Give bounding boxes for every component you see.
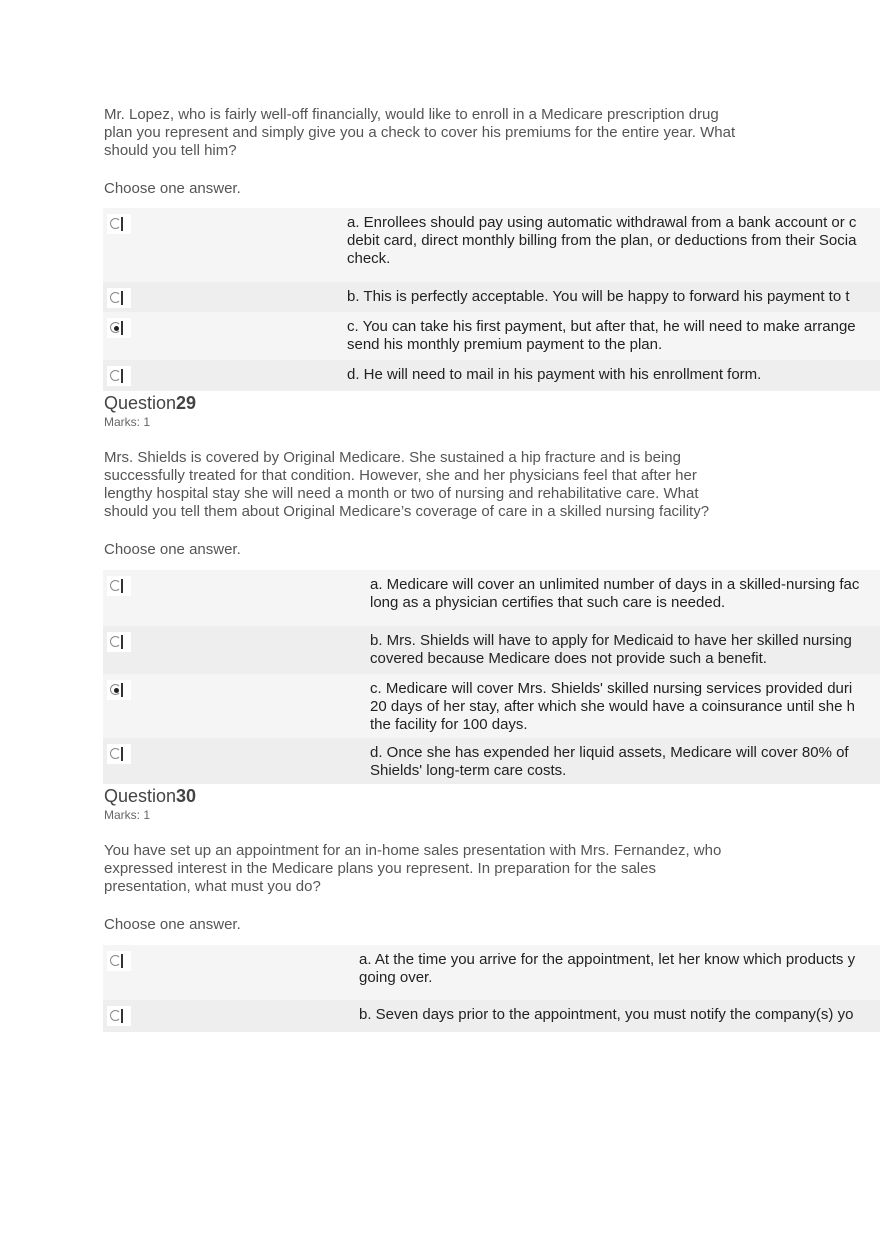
answer-option[interactable]: [103, 570, 880, 626]
answer-text-line: check.: [347, 250, 391, 267]
radio-bar: [121, 291, 123, 305]
radio-unselected-icon[interactable]: [107, 951, 131, 971]
answer-option[interactable]: [103, 626, 880, 674]
question-text-line: plan you represent and simply give you a check to cover his premiums for the entire year. What: [104, 124, 736, 141]
radio-bar: [121, 579, 123, 593]
radio-bar: [121, 683, 123, 697]
question-text-line: successfully treated for that condition. However, she and her physicians feel that after her: [104, 467, 697, 484]
answer-text: [370, 576, 859, 612]
answer-option[interactable]: [103, 674, 880, 738]
answer-text-line: long as a physician certifies that such care is needed.: [370, 594, 726, 611]
answer-text-line: d. Once she has expended her liquid assets, Medicare will cover 80% of: [370, 744, 849, 761]
answer-text-line: b. Seven days prior to the appointment, you must notify the company(s) yo: [359, 1006, 854, 1023]
question-text-line: should you tell them about Original Medicare’s coverage of care in a skilled nursing facility?: [104, 503, 710, 520]
answer-option[interactable]: [103, 738, 880, 784]
radio-unselected-icon[interactable]: [107, 288, 131, 308]
question-text-line: Mr. Lopez, who is fairly well-off financially, would like to enroll in a Medicare prescription drug: [104, 106, 719, 123]
answer-text-line: Shields' long-term care costs.: [370, 762, 567, 779]
question-text-line: presentation, what must you do?: [104, 878, 321, 895]
answer-option[interactable]: [103, 208, 880, 282]
radio-unselected-icon[interactable]: [107, 576, 131, 596]
radio-circle: [110, 370, 121, 381]
answer-option[interactable]: [103, 360, 880, 391]
answer-text: [370, 744, 849, 780]
answer-text-line: d. He will need to mail in his payment with his enrollment form.: [347, 366, 762, 383]
answer-text: [370, 680, 855, 734]
radio-bar: [121, 635, 123, 649]
answer-text-line: b. Mrs. Shields will have to apply for Medicaid to have her skilled nursing: [370, 632, 852, 649]
radio-bar: [121, 369, 123, 383]
radio-unselected-icon[interactable]: [107, 632, 131, 652]
radio-unselected-icon[interactable]: [107, 744, 131, 764]
question-heading: [104, 786, 196, 807]
answer-text: [359, 951, 855, 987]
answer-text-line: a. At the time you arrive for the appointment, let her know which products y: [359, 951, 856, 968]
answer-text: [347, 288, 850, 306]
radio-selected-icon[interactable]: [107, 680, 131, 700]
answer-text-line: going over.: [359, 969, 433, 986]
radio-bar: [121, 321, 123, 335]
radio-dot: [114, 326, 119, 331]
question-text-line: Mrs. Shields is covered by Original Medicare. She sustained a hip fracture and is being: [104, 449, 681, 466]
answer-text: [347, 366, 761, 384]
answer-option[interactable]: [103, 282, 880, 312]
radio-unselected-icon[interactable]: [107, 214, 131, 234]
answer-text-line: c. You can take his first payment, but after that, he will need to make arrange: [347, 318, 856, 335]
radio-bar: [121, 747, 123, 761]
radio-circle: [110, 580, 121, 591]
radio-bar: [121, 954, 123, 968]
answer-text-line: the facility for 100 days.: [370, 716, 528, 733]
radio-unselected-icon[interactable]: [107, 1006, 131, 1026]
question-text-line: should you tell him?: [104, 142, 237, 159]
question-marks: Marks: 1: [104, 808, 151, 822]
question-heading: [104, 393, 196, 414]
answer-option[interactable]: [103, 312, 880, 360]
answer-text-line: covered because Medicare does not provide such a benefit.: [370, 650, 767, 667]
answer-text-line: c. Medicare will cover Mrs. Shields' skilled nursing services provided duri: [370, 680, 853, 697]
answer-text-line: send his monthly premium payment to the plan.: [347, 336, 663, 353]
answer-text-line: 20 days of her stay, after which she would have a coinsurance until she h: [370, 698, 856, 715]
choose-one-label: Choose one answer.: [104, 541, 241, 558]
answer-text-line: debit card, direct monthly billing from the plan, or deductions from their Socia: [347, 232, 857, 249]
choose-one-label: Choose one answer.: [104, 916, 241, 933]
question-text-line: You have set up an appointment for an in-home sales presentation with Mrs. Fernandez, who: [104, 842, 722, 859]
radio-unselected-icon[interactable]: [107, 366, 131, 386]
radio-dot: [114, 688, 119, 693]
answer-text: [347, 214, 856, 268]
question-text-line: expressed interest in the Medicare plans you represent. In preparation for the sales: [104, 860, 656, 877]
answer-text: [370, 632, 852, 668]
answer-text: [347, 318, 856, 354]
question-marks: Marks: 1: [104, 415, 151, 429]
question-text-line: lengthy hospital stay she will need a month or two of nursing and rehabilitative care. What: [104, 485, 699, 502]
radio-bar: [121, 217, 123, 231]
answer-option[interactable]: [103, 945, 880, 1000]
radio-selected-icon[interactable]: [107, 318, 131, 338]
radio-circle: [110, 748, 121, 759]
answer-option[interactable]: [103, 1000, 880, 1032]
radio-circle: [110, 636, 121, 647]
answer-text-line: a. Medicare will cover an unlimited number of days in a skilled-nursing fac: [370, 576, 860, 593]
answer-text-line: b. This is perfectly acceptable. You will be happy to forward his payment to t: [347, 288, 850, 305]
radio-circle: [110, 1010, 121, 1021]
question-label: Question: [104, 393, 177, 413]
question-label: Question: [104, 786, 177, 806]
question-number: 29: [176, 393, 197, 413]
question-number: 30: [176, 786, 197, 806]
radio-bar: [121, 1009, 123, 1023]
choose-one-label: Choose one answer.: [104, 180, 241, 197]
radio-circle: [110, 955, 121, 966]
radio-circle: [110, 218, 121, 229]
answer-text: [359, 1006, 853, 1024]
radio-circle: [110, 292, 121, 303]
answer-text-line: a. Enrollees should pay using automatic withdrawal from a bank account or c: [347, 214, 857, 231]
